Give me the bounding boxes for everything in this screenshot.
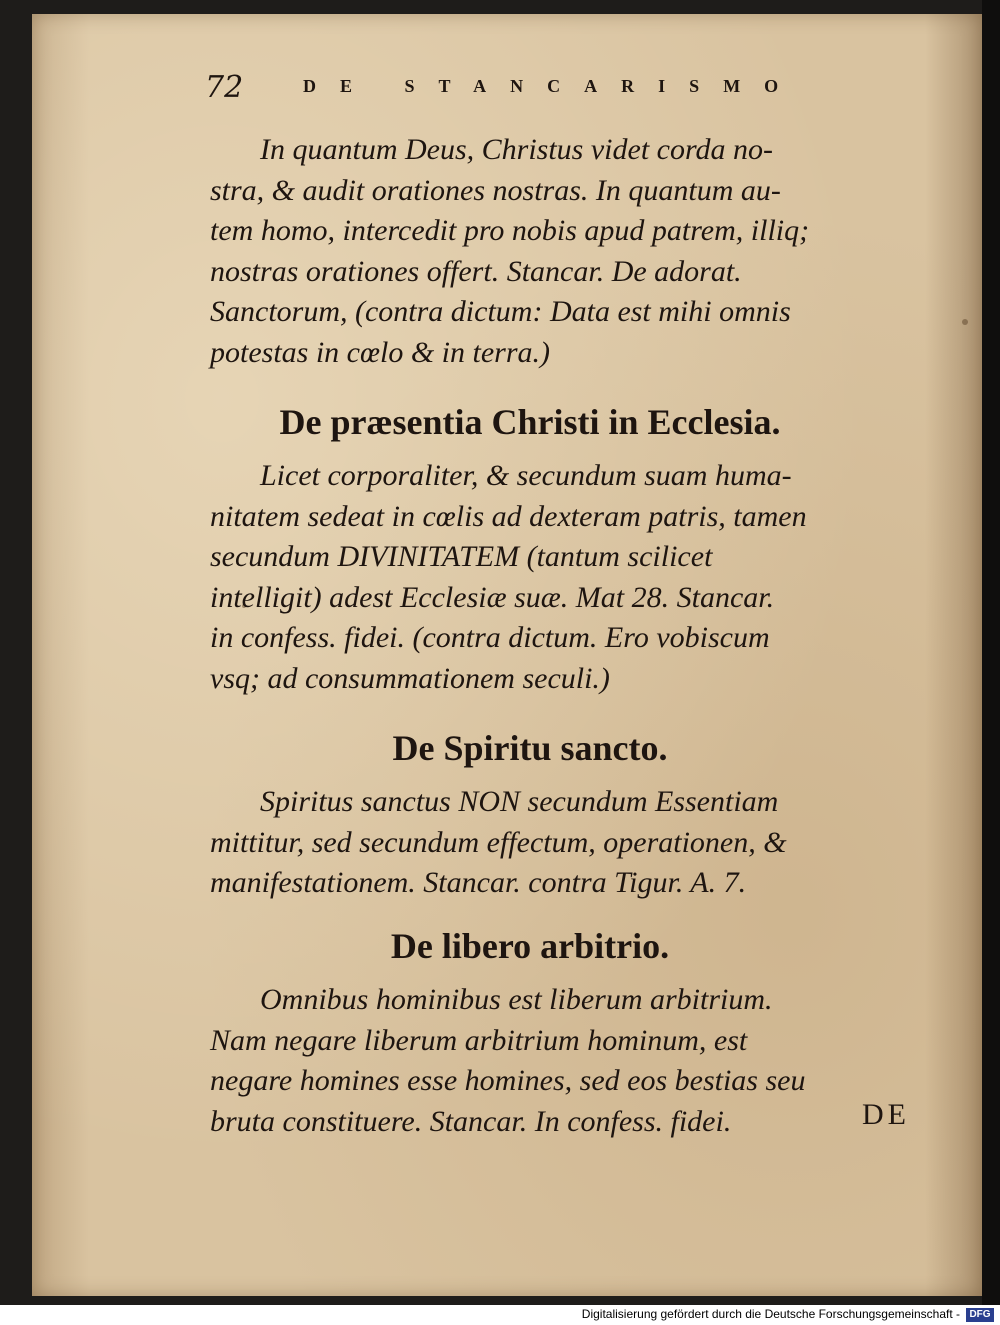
paragraph-line: potestas in cœlo & in terra.)	[210, 335, 550, 369]
paragraph-line: tem homo, intercedit pro nobis apud patrem, illiq;	[210, 214, 810, 247]
section-heading: De præsentia Christi in Ecclesia.	[279, 402, 781, 442]
section-heading: De Spiritu sancto.	[392, 728, 668, 768]
paragraph-line: mittitur, sed secundum effectum, operationen, &	[210, 825, 787, 859]
text-block	[210, 980, 910, 1142]
paragraph-line: In quantum Deus, Christus videt corda no-	[260, 133, 774, 166]
paragraph-line: Omnibus hominibus est liberum arbitrium.	[260, 983, 773, 1016]
paragraph-line: manifestationem. Stancar. contra Tigur. A. 7.	[210, 866, 747, 899]
paragraph-line: in confess. fidei. (contra dictum. Ero vobiscum	[210, 621, 770, 654]
paragraph-line: Sanctorum, (contra dictum: Data est mihi omnis	[210, 295, 791, 328]
section-heading: De libero arbitrio.	[390, 926, 670, 966]
running-head: DE STANCARISMO	[303, 76, 803, 96]
paragraph-line: nostras orationes offert. Stancar. De adorat.	[210, 254, 742, 288]
catchword: DE	[862, 1098, 910, 1131]
text-block	[210, 782, 910, 910]
footer-credit: Digitalisierung gefördert durch die Deutsche Forschungsgemeinschaft -	[581, 1307, 960, 1321]
paragraph-line: nitatem sedeat in cœlis ad dexteram patris, tamen	[210, 499, 807, 533]
book-spine-edge	[982, 0, 1000, 1325]
page-header	[205, 70, 805, 110]
paragraph-line: bruta constituere. Stancar. In confess. fidei.	[210, 1104, 732, 1138]
paragraph-line: secundum DIVINITATEM (tantum scilicet	[210, 540, 713, 573]
paragraph-line: negare homines esse homines, sed eos bestias seu	[210, 1064, 806, 1097]
paragraph-line: Nam negare liberum arbitrium hominum, est	[210, 1023, 748, 1057]
paragraph-line: intelligit) adest Ecclesiæ suæ. Mat 28. Stancar.	[210, 580, 775, 614]
paragraph-line: Licet corporaliter, & secundum suam huma-	[260, 459, 792, 492]
paragraph-line: Spiritus sanctus NON secundum Essentiam	[260, 785, 779, 818]
page-number: 72	[205, 70, 244, 105]
paragraph-line: vsq; ad consummationem seculi.)	[210, 661, 610, 695]
digitization-footer	[0, 1305, 1000, 1325]
page-body	[210, 130, 910, 1142]
text-block	[210, 130, 910, 392]
text-block	[210, 456, 910, 706]
dfg-logo-icon: DFG	[966, 1308, 994, 1322]
paragraph-line: stra, & audit orationes nostras. In quantum au-	[210, 173, 781, 207]
paper-speck	[962, 319, 968, 325]
